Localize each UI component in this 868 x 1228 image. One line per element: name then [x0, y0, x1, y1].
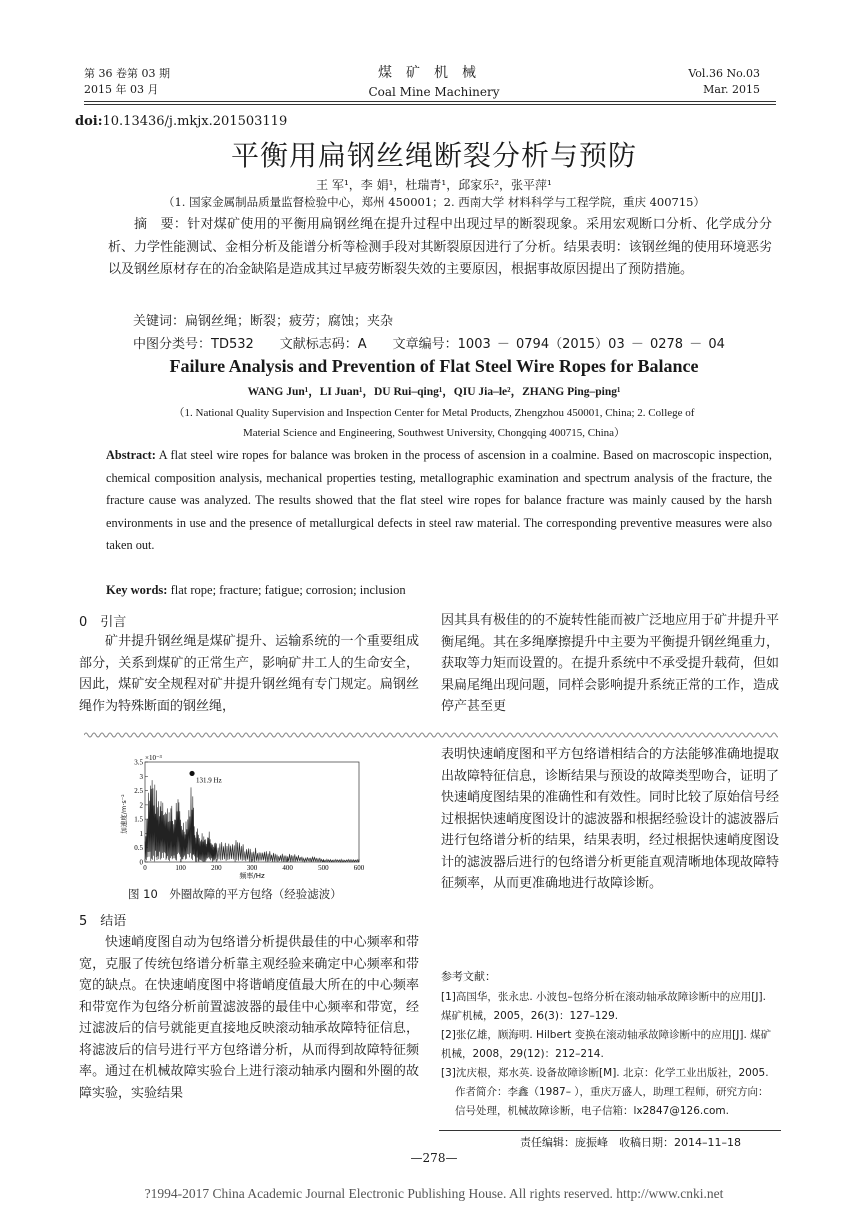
- y-tick-label: 0.5: [134, 844, 143, 853]
- x-tick-label: 300: [246, 864, 258, 872]
- section-5-right-text: 表明快速峭度图和平方包络谱相结合的方法能够准确地提取出故障特征信息，诊断结果与预设的故障类型吻合，证明了快速峭度图结果的准确性和有效性。同时比较了原始信号经过根据快速峭度图设计的滤波器和根据经验设计的滤波器后进行包络谱分析的结果，结果表明，经过根据快速峭度图设计的滤波器后进行的包络谱分析更能直观清晰地体现故障特征频率，从而更准确地进行故障诊断。: [441, 747, 780, 891]
- y-exponent: ×10⁻³: [145, 754, 162, 762]
- issue-line: 第 36 卷第 03 期: [84, 67, 170, 80]
- title-en: Failure Analysis and Prevention of Flat Steel Wire Ropes for Balance: [169, 356, 699, 376]
- y-tick-label: 2.5: [134, 787, 143, 796]
- title-cn: 平衡用扁钢丝绳断裂分析与预防: [230, 139, 637, 172]
- section-5-heading: 5 结语: [79, 914, 127, 929]
- y-tick-label: 2: [139, 801, 143, 810]
- journal-volume-info: [688, 66, 760, 98]
- reference-item: [3]沈庆根，郑水英. 设备故障诊断[M]. 北京：化学工业出版社，2005.: [441, 1067, 769, 1079]
- journal-name-en: Coal Mine Machinery: [368, 85, 500, 99]
- journal-name: [330, 64, 538, 102]
- abstract-cn-text: 针对煤矿使用的平衡用扁钢丝绳在提升过程中出现过早的断裂现象。采用宏观断口分析、化学成分分析、力学性能测试、金相分析及能谱分析等检测手段对其断裂原因进行了分析。结果表明：该钢丝绳的使用环境恶劣以及钢丝原材存在的冶金缺陷是造成其过早疲劳断裂失效的主要原因，根据事故原因提出了预防措施。: [108, 217, 772, 277]
- volume-line: Vol.36 No.03: [688, 67, 760, 80]
- y-tick-label: 3: [139, 772, 143, 781]
- abstract-en-label: Abstract:: [106, 448, 156, 462]
- x-ticks: [143, 859, 365, 872]
- peak-annotation: 131.9 Hz: [196, 776, 222, 785]
- editor-rule: [439, 1130, 781, 1131]
- abstract-cn-label: 摘 要：: [134, 217, 188, 232]
- journal-name-cn: 煤矿机械: [378, 65, 490, 81]
- y-tick-label: 0: [139, 858, 143, 867]
- author-bio: 作者简介：李鑫（1987– ），重庆万盛人，助理工程师，研究方向：信号处理，机械故障诊断，电子信箱：lx2847@126.com.: [455, 1086, 769, 1117]
- abstract-cn: [108, 214, 772, 282]
- x-axis-label: 频率/Hz: [239, 872, 265, 880]
- abstract-en-text: A flat steel wire ropes for balance was broken in the process of ascension in a coalmine. Based on macroscopic inspection, chemical composition analysis, mechanical properties testing, metallographic examination and spectrum analysis of the fracture, the fracture cause was analyzed. The results showed that the flat steel wire ropes for balance fracture was mainly caused by the harsh environments in use and the presence of metallurgical defects in steel raw material. The corresponding preventive measures were also taken out.: [106, 448, 772, 552]
- copyright-footer: ?1994-2017 China Academic Journal Electronic Publishing House. All rights reserved. http://www.cnki.net: [144, 1186, 724, 1201]
- affiliation-cn: （1. 国家金属制品质量监督检验中心，郑州 450001；2. 西南大学 材料科学与工程学院，重庆 400715）: [162, 195, 706, 209]
- peak-marker: [189, 771, 194, 776]
- keywords-en: [106, 583, 406, 598]
- authors-en: WANG Jun¹，LI Juan¹，DU Rui–qing¹，QIU Jia–le²，ZHANG Ping–ping¹: [247, 386, 621, 398]
- header-rule-thin: [84, 104, 776, 105]
- editor-info: 责任编辑：庞振峰 收稿日期：2014–11–18: [520, 1136, 741, 1149]
- x-tick-label: 100: [175, 864, 186, 872]
- reference-item: [2]张亿雄，顾海明. Hilbert 变换在滚动轴承故障诊断中的应用[J]. 煤矿机械，2008，29(12)：212–214.: [441, 1029, 772, 1060]
- page-break-wave: [84, 731, 778, 739]
- y-tick-label: 1.5: [134, 815, 143, 824]
- section-0-heading: 0 引言: [79, 615, 127, 630]
- authors-cn: 王 军¹，李 娟¹，杜瑞青¹，邱家乐²，张平萍¹: [316, 178, 552, 192]
- keywords-cn: 关键词：扁钢丝绳；断裂；疲劳；腐蚀；夹杂: [133, 314, 394, 329]
- volume-date: Mar. 2015: [703, 83, 760, 96]
- x-tick-label: 200: [211, 864, 222, 872]
- affiliation-en-line2: Material Science and Engineering, Southwest University, Chongqing 400715, China）: [242, 427, 626, 439]
- doi-label: doi:: [75, 114, 103, 129]
- section-0-left-text: 矿井提升钢丝绳是煤矿提升、运输系统的一个重要组成部分，关系到煤矿的正常生产，影响矿井工人的生命安全，因此，煤矿安全规程对矿井提升钢丝绳有专门规定。扁钢丝绳作为特殊断面的钢丝绳，: [79, 634, 419, 714]
- x-tick-label: 400: [282, 864, 293, 872]
- section-0-right-text: 因其具有极佳的的不旋转性能而被广泛地应用于矿井提升平衡尾绳。其在多绳摩擦提升中主要为平衡提升钢丝绳重力，获取等力矩而设置的。在提升系统中不承受提升载荷，但如果扁尾绳出现问题，同样会影响提升系统正常的工作，造成停产甚至更: [441, 613, 780, 714]
- issue-date: 2015 年 03 月: [84, 83, 159, 96]
- series-line: [145, 780, 359, 862]
- keywords-en-text: flat rope; fracture; fatigue; corrosion; inclusion: [170, 583, 406, 597]
- x-tick-label: 600: [353, 864, 365, 872]
- page-number: —278—: [410, 1151, 458, 1165]
- affiliation-en-line1: （1. National Quality Supervision and Inspection Center for Metal Products, Zhengzhou 450001, China; 2. College of: [173, 407, 695, 419]
- y-axis-label: 加速度/m·s⁻²: [120, 794, 128, 834]
- doi[interactable]: [75, 114, 287, 129]
- figure-10-chart: [118, 752, 368, 880]
- doi-value: 10.13436/j.mkjx.201503119: [102, 114, 288, 129]
- y-tick-label: 1: [139, 829, 143, 838]
- classification-cn: 中图分类号：TD532 文献标志码：A 文章编号：1003 － 0794（2015）03 － 0278 － 04: [133, 337, 725, 352]
- references-list: [441, 988, 779, 1121]
- keywords-en-label: Key words:: [106, 583, 168, 597]
- reference-item: [1]高国华，张永忠. 小波包–包络分析在滚动轴承故障诊断中的应用[J]. 煤矿机械，2005，26(3)：127–129.: [441, 991, 766, 1022]
- section-5-left-text: 快速峭度图自动为包络谱分析提供最佳的中心频率和带宽，克服了传统包络谱分析靠主观经验来确定中心频率和带宽的缺点。在快速峭度图中将谐峭度值最大所在的中心频率和带宽作为包络分析前置滤波器的最佳中心频率和带宽，经过滤波后的信号就能更直接地反映滚动轴承故障特征信息，将滤波后的信号进行平方包络谱分析，从而得到故障特征频率。通过在机械故障实验台上进行滚动轴承内圈和外圈的故障实验，实验结果: [79, 935, 419, 1101]
- references-heading: 参考文献：: [441, 970, 496, 983]
- figure-10-caption: 图 10 外圈故障的平方包络（经验滤波）: [128, 887, 342, 901]
- affiliation-en: [100, 403, 768, 443]
- x-tick-label: 0: [143, 864, 147, 872]
- y-tick-label: 3.5: [134, 758, 143, 767]
- journal-issue-info: [84, 66, 170, 98]
- header-rule: [84, 101, 776, 102]
- x-tick-label: 500: [318, 864, 329, 872]
- abstract-en: [106, 444, 772, 557]
